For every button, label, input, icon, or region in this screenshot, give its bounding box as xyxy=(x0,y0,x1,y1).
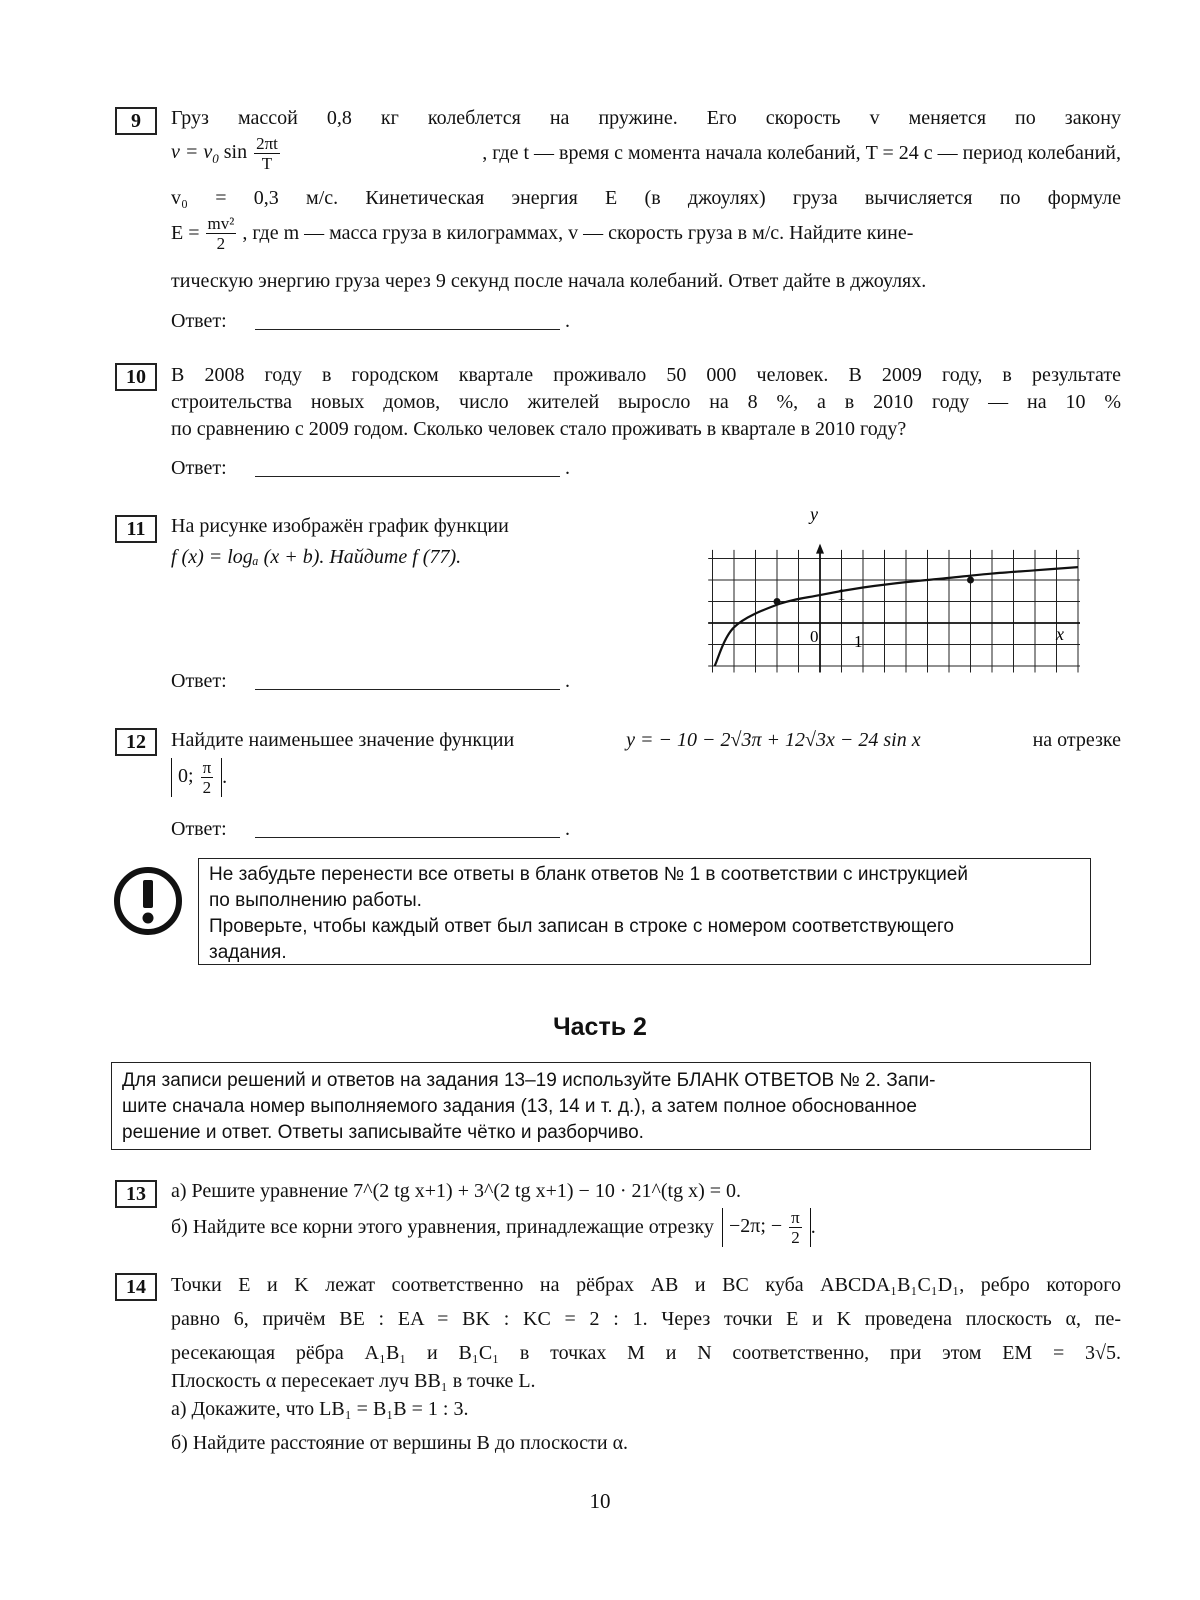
part-2-line-2: шите сначала номер выполняемого задания (13, 14 и т. д.), а затем полное обоснованное xyxy=(122,1096,917,1117)
task-number-12: 12 xyxy=(115,728,157,756)
answer-line-12[interactable] xyxy=(255,837,560,838)
answer-dot-12: . xyxy=(565,818,570,840)
function-graph xyxy=(660,500,1080,700)
part-2-line-3: решение и ответ. Ответы записывайте чётко и разборчиво. xyxy=(122,1122,644,1143)
task-12-line-1: Найдите наименьшее значение функции y = − 10 − 2√3π + 12√3x − 24 sin x на отрезке xyxy=(171,727,1121,754)
task-12-segment: 0; $\frac{\pi}{2}$ . xyxy=(171,758,1121,797)
task-number-9: 9 xyxy=(115,107,157,135)
page-number: 10 xyxy=(589,1489,611,1513)
task-12-formula: y = − 10 − 2√3π + 12√3x − 24 sin x xyxy=(626,729,921,751)
graph-y-label: y xyxy=(810,504,818,524)
graph-marked-point xyxy=(774,598,781,605)
task-9-line-5: тическую энергию груза через 9 секунд после начала колебаний. Ответ дайте в джоулях. xyxy=(171,270,927,292)
task-9-line-3: v₀ = 0,3 м/с. Кинетическая энергия E (в джоулях) груза вычисляется по формуле xyxy=(171,187,1121,209)
graph-points xyxy=(774,577,975,606)
task-14-line-1: Точки E и K лежат соответственно на рёбрах AB и BC куба ABCDA₁B₁C₁D₁, ребро которого xyxy=(171,1274,1121,1296)
answer-line-9[interactable] xyxy=(255,329,560,330)
task-10-line-1: В 2008 году в городском квартале проживало 50 000 человек. В 2009 году, в результате xyxy=(171,364,1121,386)
answer-label-10: Ответ: xyxy=(171,457,227,479)
task-number-13: 13 xyxy=(115,1180,157,1208)
task-10-line-3: по сравнению с 2009 годом. Сколько человек стало проживать в квартале в 2010 году? xyxy=(171,418,907,440)
graph-y-tick-label: 1 xyxy=(837,585,846,604)
graph-x-label: x xyxy=(1056,624,1064,644)
task-9-line-2-text: , где t — время с момента начала колебаний, T = 24 с — период колебаний, xyxy=(482,142,1121,164)
notice-box xyxy=(198,858,1091,965)
task-13-b: б) Найдите все корни этого уравнения, принадлежащие отрезку −2π; − $\frac{\pi}{2}$ . xyxy=(171,1208,816,1247)
graph-axes xyxy=(708,544,1080,673)
answer-label-11: Ответ: xyxy=(171,670,227,692)
answer-label-9: Ответ: xyxy=(171,310,227,332)
task-number-11: 11 xyxy=(115,515,157,543)
answer-dot-10: . xyxy=(565,457,570,479)
part-2-title: Часть 2 xyxy=(553,1013,647,1041)
task-10-line-2: строительства новых домов, число жителей выросло на 8 %, а в 2010 году — на 10 % xyxy=(171,391,1121,413)
part-2-line-1: Для записи решений и ответов на задания 13–19 используйте БЛАНК ОТВЕТОВ № 2. Запи- xyxy=(122,1070,936,1091)
exclamation-icon xyxy=(113,866,183,936)
task-number-10: 10 xyxy=(115,363,157,391)
notice-line-2: по выполнению работы. xyxy=(209,890,422,911)
answer-dot-9: . xyxy=(565,310,570,332)
task-13-a: а) Решите уравнение 7^(2 tg x+1) + 3^(2 tg x+1) − 10 · 21^(tg x) = 0. xyxy=(171,1180,742,1202)
task-14-a: а) Докажите, что LB₁ = B₁B = 1 : 3. xyxy=(171,1398,469,1420)
graph-marked-point xyxy=(967,577,974,584)
y-axis-arrow xyxy=(816,544,824,554)
notice-line-3: Проверьте, чтобы каждый ответ был записан в строке с номером соответствующего xyxy=(209,916,954,937)
task-number-14: 14 xyxy=(115,1273,157,1301)
answer-dot-11: . xyxy=(565,670,570,692)
graph-x-tick-label: 1 xyxy=(854,632,863,651)
task-11-line-2: f (x) = logₐ (x + b). Найдите f (77). xyxy=(171,546,462,568)
task-9-line-2 xyxy=(171,134,1121,173)
segment-bracket: 0; $\frac{\pi}{2}$ xyxy=(171,758,222,797)
part-2-instructions xyxy=(111,1062,1091,1150)
task-14-line-3: ресекающая рёбра A₁B₁ и B₁C₁ в точках M и N соответственно, при этом EM = 3√5. xyxy=(171,1342,1121,1364)
segment-bracket-13: −2π; − $\frac{\pi}{2}$ xyxy=(722,1208,811,1247)
graph-origin-label: 0 xyxy=(810,627,819,646)
notice-line-4: задания. xyxy=(209,942,287,963)
graph-grid xyxy=(708,550,1080,673)
task-14-b: б) Найдите расстояние от вершины B до плоскости α. xyxy=(171,1432,629,1454)
graph-curve xyxy=(715,567,1078,666)
task-11-line-1: На рисунке изображён график функции xyxy=(171,515,509,537)
task-9-line-4: E = $\frac{\text{mv²}}{2}$ , где m — масса груза в килограммах, v — скорость груза в м/с. Найдите кине- xyxy=(171,214,914,253)
answer-line-11[interactable] xyxy=(255,689,560,690)
task-9-line-1: Груз массой 0,8 кг колеблется на пружине. Его скорость v меняется по закону xyxy=(171,107,1121,129)
task-9-formula-v: $v = v_0$ sin $\frac{2\pi t}{T}$ xyxy=(171,134,278,173)
answer-line-10[interactable] xyxy=(255,476,560,477)
task-14-line-2: равно 6, причём BE : EA = BK : KC = 2 : 1. Через точки E и K проведена плоскость α, пе- xyxy=(171,1308,1121,1330)
answer-label-12: Ответ: xyxy=(171,818,227,840)
task-14-line-4: Плоскость α пересекает луч BB₁ в точке L. xyxy=(171,1370,536,1392)
notice-line-1: Не забудьте перенести все ответы в бланк ответов № 1 в соответствии с инструкцией xyxy=(209,864,968,885)
